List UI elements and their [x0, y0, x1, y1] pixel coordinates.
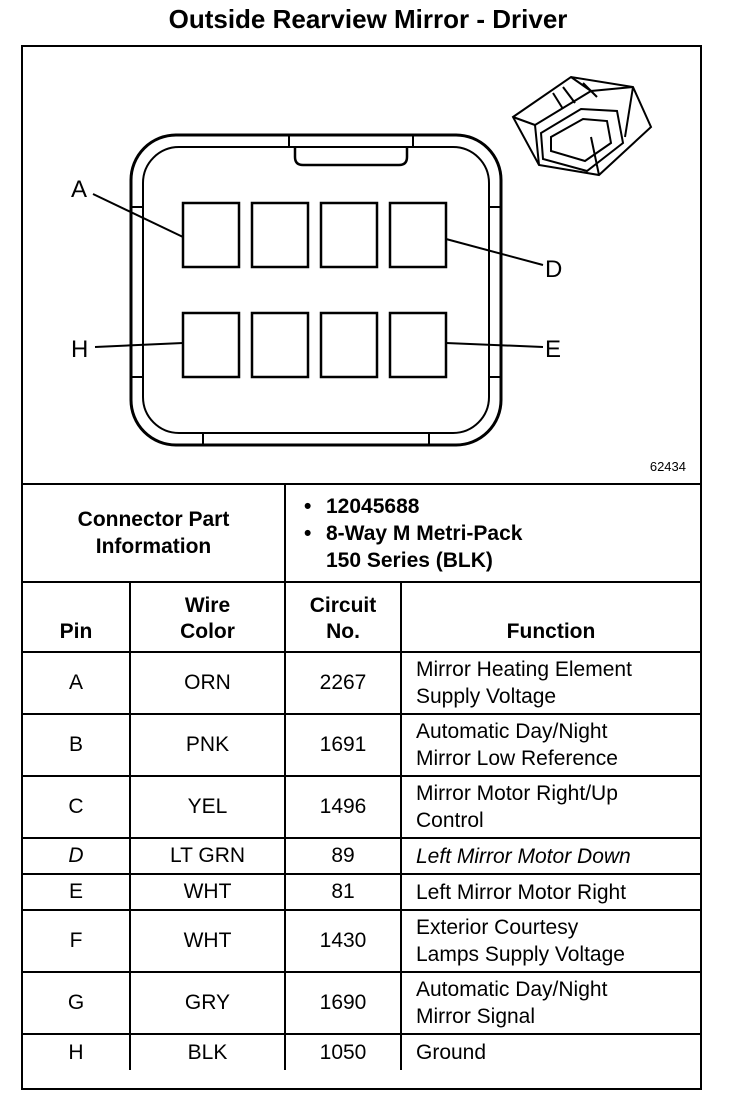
pin-label-e: E: [545, 336, 562, 363]
wire-color-cell: ORN: [130, 652, 285, 714]
circuit-cell: 1050: [285, 1034, 401, 1070]
connector-part-number: • 12045688: [326, 493, 700, 520]
function-cell: Automatic Day/Night Mirror Low Reference: [401, 714, 700, 776]
table-row: [23, 776, 700, 838]
function-cell: Mirror Heating Element Supply Voltage: [401, 652, 700, 714]
pin-label-a: A: [71, 176, 88, 203]
connector-isometric-icon: [513, 77, 651, 175]
figure-number: 62434: [649, 459, 686, 474]
table-row: [23, 838, 700, 874]
connector-diagram: [23, 47, 700, 483]
pin-cell: F: [23, 910, 130, 972]
circuit-cell: 1691: [285, 714, 401, 776]
circuit-cell: 1496: [285, 776, 401, 838]
header-function: Function: [401, 582, 700, 652]
wire-color-cell: YEL: [130, 776, 285, 838]
table-row: [23, 874, 700, 910]
pin-cell: A: [23, 652, 130, 714]
circuit-cell: 1430: [285, 910, 401, 972]
circuit-cell: 2267: [285, 652, 401, 714]
pin-cell: G: [23, 972, 130, 1034]
header-wire-color: Wire Color: [130, 582, 285, 652]
pin-label-d: D: [545, 256, 563, 283]
circuit-cell: 81: [285, 874, 401, 910]
pin-cell: H: [23, 1034, 130, 1070]
cavity: [390, 313, 446, 377]
leader-a: [93, 194, 183, 237]
wire-color-cell: WHT: [130, 910, 285, 972]
circuit-cell: 1690: [285, 972, 401, 1034]
function-cell: Automatic Day/Night Mirror Signal: [401, 972, 700, 1034]
circuit-cell: 89: [285, 838, 401, 874]
connector-info-label: Connector Part Information: [23, 484, 285, 582]
table-header-row: [23, 582, 700, 652]
lock-tab: [295, 147, 407, 165]
connector-outer-shell: [131, 135, 501, 445]
cavity: [252, 203, 308, 267]
connector-info-row: [23, 484, 700, 582]
pin-cell: E: [23, 874, 130, 910]
leader-d: [446, 239, 543, 265]
table-row: [23, 972, 700, 1034]
cavity: [321, 203, 377, 267]
wire-color-cell: WHT: [130, 874, 285, 910]
wire-color-cell: PNK: [130, 714, 285, 776]
cavity: [390, 203, 446, 267]
connector-sheet: [21, 45, 702, 1090]
pin-cell: B: [23, 714, 130, 776]
pin-label-h: H: [71, 336, 89, 363]
connector-inner-shell: [143, 147, 489, 433]
connector-face-drawing: [23, 47, 700, 483]
pinout-table: [23, 483, 700, 1070]
connector-info-values: [285, 484, 700, 582]
function-cell: Exterior Courtesy Lamps Supply Voltage: [401, 910, 700, 972]
cavity: [183, 203, 239, 267]
header-pin: Pin: [23, 582, 130, 652]
page-title: Outside Rearview Mirror - Driver: [168, 4, 568, 34]
cavity: [183, 313, 239, 377]
pin-cell: C: [23, 776, 130, 838]
function-cell: Left Mirror Motor Down: [401, 838, 700, 874]
wire-color-cell: LT GRN: [130, 838, 285, 874]
wire-color-cell: BLK: [130, 1034, 285, 1070]
cavity: [252, 313, 308, 377]
leader-e: [446, 343, 543, 347]
table-row: [23, 910, 700, 972]
leader-h: [95, 343, 183, 347]
connector-description: • 8-Way M Metri-Pack 150 Series (BLK): [326, 520, 700, 574]
function-cell: Left Mirror Motor Right: [401, 874, 700, 910]
table-row: [23, 714, 700, 776]
header-circuit: Circuit No.: [285, 582, 401, 652]
pin-cell: D: [23, 838, 130, 874]
cavity: [321, 313, 377, 377]
function-cell: Ground: [401, 1034, 700, 1070]
wire-color-cell: GRY: [130, 972, 285, 1034]
table-row: [23, 652, 700, 714]
function-cell: Mirror Motor Right/Up Control: [401, 776, 700, 838]
table-row: [23, 1034, 700, 1070]
